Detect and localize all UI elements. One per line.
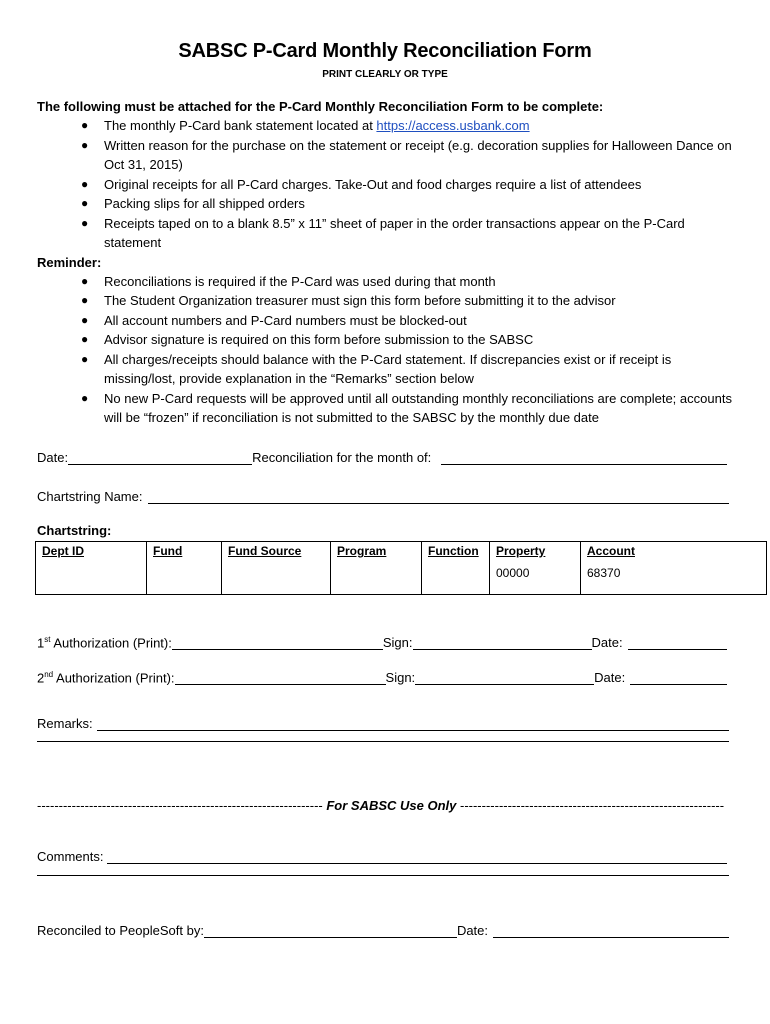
list-item-text: All account numbers and P-Card numbers must be blocked-out	[104, 312, 467, 328]
list-item	[37, 272, 737, 292]
date-label: Date:	[37, 450, 69, 465]
comments-label: Comments:	[37, 849, 104, 864]
remarks-field-line2[interactable]	[37, 741, 729, 742]
chartstring-table	[35, 541, 767, 595]
remarks-field[interactable]	[97, 716, 729, 731]
usbank-link[interactable]: https://access.usbank.com	[376, 118, 530, 133]
chartstring-name-label: Chartstring Name:	[37, 489, 143, 504]
dept-id-header: Dept ID	[42, 544, 84, 558]
function-header: Function	[428, 544, 479, 558]
property-cell[interactable]	[490, 542, 581, 595]
auth1-print-field[interactable]	[172, 635, 383, 650]
date-field[interactable]	[68, 450, 252, 465]
bullet-icon: ●	[81, 273, 89, 288]
recon-month-field[interactable]	[441, 450, 727, 465]
list-item-text: Written reason for the purchase on the statement or receipt (e.g. decoration supplies for Halloween Dance on Oct 31, 2015)	[104, 137, 732, 172]
fund-source-cell[interactable]	[222, 542, 331, 595]
list-item-text: Packing slips for all shipped orders	[104, 196, 305, 211]
auth2-row	[37, 665, 727, 685]
attachments-list	[37, 116, 737, 253]
comments-field[interactable]	[107, 849, 727, 864]
bullet-icon: ●	[81, 351, 89, 366]
auth1-date-label: Date:	[591, 635, 623, 650]
property-header: Property	[496, 544, 546, 558]
list-item	[37, 116, 737, 136]
list-item	[37, 389, 737, 428]
bullet-icon: ●	[81, 312, 89, 327]
reconciled-by-field[interactable]	[204, 923, 457, 938]
program-header: Program	[337, 544, 387, 558]
account-value: 68370	[587, 566, 621, 580]
property-value: 00000	[496, 566, 530, 580]
list-item-text: No new P-Card requests will be approved until all outstanding monthly reconciliations are complete; accounts will be “frozen” if reconciliation is not submitted to the SABSC by the monthly due date	[104, 390, 732, 425]
chartstring-label: Chartstring:	[37, 523, 112, 538]
bullet-icon: ●	[81, 390, 89, 405]
account-header: Account	[587, 544, 635, 558]
chartstring-name-field[interactable]	[148, 489, 729, 504]
list-item	[37, 350, 737, 389]
reminder-list	[37, 272, 737, 428]
comments-row	[37, 844, 737, 864]
recon-month-label: Reconciliation for the month of:	[252, 450, 432, 465]
fund-source-header: Fund Source	[228, 544, 302, 558]
list-item-text: The Student Organization treasurer must sign this form before submitting it to the advisor	[104, 293, 616, 308]
remarks-row	[37, 711, 737, 731]
list-item	[37, 214, 737, 253]
auth1-date-field[interactable]	[628, 635, 727, 650]
list-item-text: Receipts taped on to a blank 8.5” x 11” sheet of paper in the order transactions appear on the P-Card statement	[104, 215, 685, 250]
chartstring-name-row	[37, 484, 737, 504]
auth2-print-field[interactable]	[175, 670, 386, 685]
auth2-sign-field[interactable]	[415, 670, 594, 685]
bullet-icon: ●	[81, 176, 89, 191]
form-subtitle: PRINT CLEARLY OR TYPE	[322, 69, 448, 80]
auth2-sign-label: Sign:	[385, 670, 416, 685]
list-item	[37, 194, 737, 214]
list-item-text: Advisor signature is required on this form before submission to the SABSC	[104, 332, 534, 347]
attachments-heading: The following must be attached for the P-Card Monthly Reconciliation Form to be complete:	[37, 99, 604, 114]
program-cell[interactable]	[331, 542, 422, 595]
reconciled-row	[37, 918, 737, 938]
auth1-sign-label: Sign:	[382, 635, 413, 650]
auth1-sign-field[interactable]	[413, 635, 592, 650]
list-item	[37, 291, 737, 311]
reconciled-label: Reconciled to PeopleSoft by:	[37, 923, 204, 938]
bullet-icon: ●	[81, 293, 89, 307]
auth2-date-field[interactable]	[630, 670, 727, 685]
reconciled-date-field[interactable]	[493, 923, 729, 938]
auth2-label: 2nd Authorization (Print):	[37, 669, 175, 685]
auth2-date-label: Date:	[594, 670, 626, 685]
function-cell[interactable]	[422, 542, 490, 595]
list-item	[37, 136, 737, 175]
auth1-row	[37, 630, 727, 650]
reminder-heading: Reminder:	[37, 254, 102, 270]
bullet-icon: ●	[81, 118, 89, 132]
bullet-icon: ●	[81, 332, 89, 346]
dept-id-cell[interactable]	[36, 542, 147, 595]
fund-cell[interactable]	[147, 542, 222, 595]
table-row	[36, 542, 767, 595]
remarks-label: Remarks:	[37, 716, 93, 731]
attachments-section	[37, 97, 737, 428]
auth1-label: 1st Authorization (Print):	[37, 634, 172, 650]
form-title: SABSC P-Card Monthly Reconciliation Form	[178, 40, 592, 62]
list-item-text: Original receipts for all P-Card charges. Take-Out and food charges require a list of attendees	[104, 176, 642, 192]
separator-dashes-left: ------------------------------------------------------------------	[37, 798, 323, 813]
bullet-icon: ●	[81, 137, 89, 152]
fund-header: Fund	[153, 544, 183, 558]
reconciled-date-label: Date:	[456, 923, 489, 938]
list-item	[37, 330, 737, 350]
separator-dashes-right: -------------------------------------------------------------	[459, 798, 725, 813]
date-row	[37, 445, 737, 465]
list-item	[37, 175, 737, 195]
list-item-text: All charges/receipts should balance with the P-Card statement. If discrepancies exist or if receipt is missing/lost, provide explanation in the “Remarks” section below	[104, 351, 672, 386]
sabsc-use-only-separator	[37, 798, 737, 813]
sabsc-use-only-label: For SABSC Use Only	[322, 798, 460, 813]
list-item	[37, 311, 737, 331]
bullet-icon: ●	[81, 196, 89, 210]
list-item-text: Reconciliations is required if the P-Card was used during that month	[104, 273, 496, 289]
list-item-text: The monthly P-Card bank statement located at	[104, 118, 377, 133]
bullet-icon: ●	[81, 215, 89, 230]
comments-field-line2[interactable]	[37, 875, 729, 876]
account-cell[interactable]	[581, 542, 767, 595]
